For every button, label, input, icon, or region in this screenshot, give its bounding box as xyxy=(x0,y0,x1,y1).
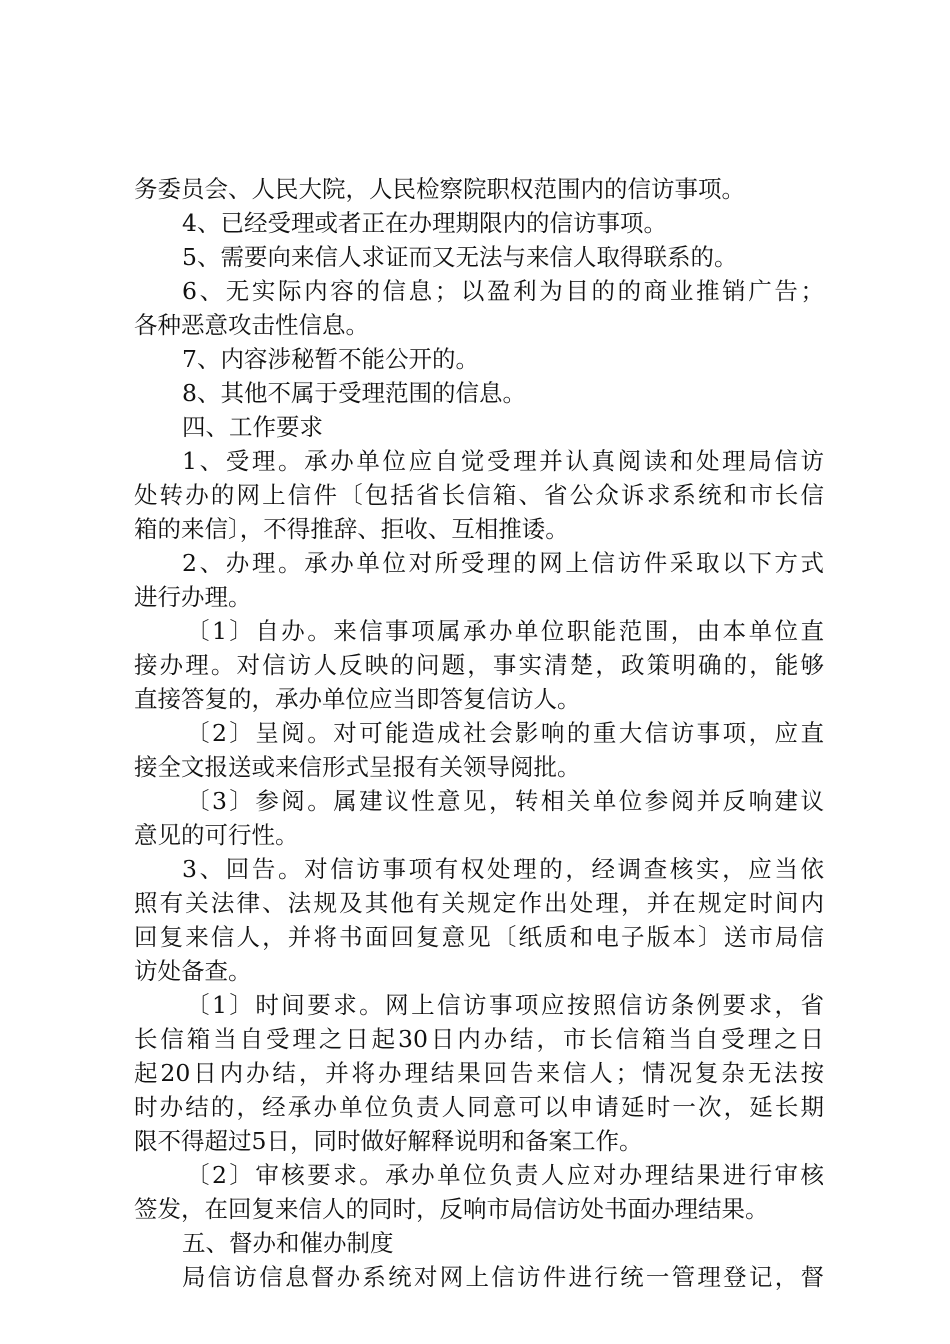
text-line: 箱的来信〕，不得推辞、拒收、互相推诿。 xyxy=(134,515,569,543)
text-line: 8、其他不属于受理范围的信息。 xyxy=(182,379,526,407)
text-line: 1、受理。承办单位应自觉受理并认真阅读和处理局信访 xyxy=(182,447,824,475)
text-line: 7、内容涉秘暂不能公开的。 xyxy=(182,345,479,373)
text-line: 3、回告。对信访事项有权处理的，经调查核实，应当依 xyxy=(182,855,824,883)
text-line: 〔2〕呈阅。对可能造成社会影响的重大信访事项，应直 xyxy=(186,719,824,747)
text-line: 〔1〕自办。来信事项属承办单位职能范围，由本单位直 xyxy=(186,617,824,645)
text-line: 时办结的，经承办单位负责人同意可以申请延时一次，延长期 xyxy=(134,1093,824,1121)
text-line: 照有关法律、法规及其他有关规定作出处理，并在规定时间内 xyxy=(134,889,824,917)
text-line: 直接答复的，承办单位应当即答复信访人。 xyxy=(134,685,581,713)
text-line: 起20日内办结，并将办理结果回告来信人；情况复杂无法按 xyxy=(134,1059,824,1087)
text-line: 限不得超过5日，同时做好解释说明和备案工作。 xyxy=(134,1127,643,1155)
text-line: 意见的可行性。 xyxy=(134,821,299,849)
text-line: 务委员会、人民大院，人民检察院职权范围内的信访事项。 xyxy=(134,175,745,203)
text-line: 签发，在回复来信人的同时，反响市局信访处书面办理结果。 xyxy=(134,1195,769,1223)
text-line: 4、已经受理或者正在办理期限内的信访事项。 xyxy=(182,209,667,237)
text-line: 回复来信人，并将书面回复意见〔纸质和电子版本〕送市局信 xyxy=(134,923,824,951)
text-line: 5、需要向来信人求证而又无法与来信人取得联系的。 xyxy=(182,243,738,271)
text-line: 各种恶意攻击性信息。 xyxy=(134,311,369,339)
document-body xyxy=(134,172,824,1294)
text-line: 〔2〕审核要求。承办单位负责人应对办理结果进行审核 xyxy=(186,1161,824,1189)
text-line: 局信访信息督办系统对网上信访件进行统一管理登记，督 xyxy=(182,1263,824,1291)
text-line: 访处备查。 xyxy=(134,957,252,985)
text-line: 接全文报送或来信形式呈报有关领导阅批。 xyxy=(134,753,581,781)
text-line: 6、无实际内容的信息；以盈利为目的的商业推销广告； xyxy=(182,277,824,305)
text-line: 进行办理。 xyxy=(134,583,252,611)
text-line: 〔1〕时间要求。网上信访事项应按照信访条例要求，省 xyxy=(186,991,824,1019)
section-heading: 四、工作要求 xyxy=(182,413,323,441)
section-heading: 五、督办和催办制度 xyxy=(182,1229,394,1257)
text-line: 〔3〕参阅。属建议性意见，转相关单位参阅并反响建议 xyxy=(186,787,824,815)
text-line: 长信箱当自受理之日起30日内办结，市长信箱当自受理之日 xyxy=(134,1025,824,1053)
text-line: 2、办理。承办单位对所受理的网上信访件采取以下方式 xyxy=(182,549,824,577)
text-line: 处转办的网上信件〔包括省长信箱、省公众诉求系统和市长信 xyxy=(134,481,824,509)
text-line: 接办理。对信访人反映的问题，事实清楚，政策明确的，能够 xyxy=(134,651,824,679)
